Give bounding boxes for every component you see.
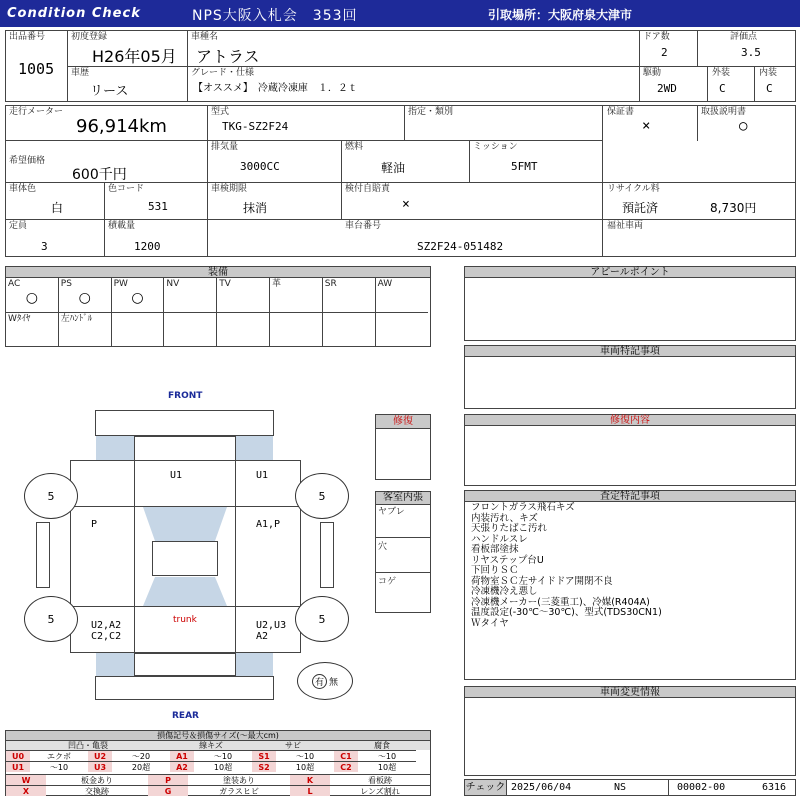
tire-front-right: 5: [295, 473, 349, 519]
color-label: 車体色: [9, 184, 37, 194]
damage-front-center: U1: [170, 470, 183, 481]
drive-label: 駆動: [643, 68, 662, 78]
rear-bumper-right: [235, 653, 273, 676]
legend-desc: 10超: [194, 761, 252, 772]
score: 3.5: [741, 46, 761, 59]
legend-desc: 10超: [358, 761, 416, 772]
legend-code: U3: [88, 761, 112, 772]
color-code-label: 色コード: [108, 184, 145, 194]
legend-code: C1: [334, 750, 358, 761]
recycle-status: 預託済: [622, 201, 659, 215]
car-name-label: 車種名: [191, 32, 219, 42]
tire-rear-left: 5: [24, 596, 78, 642]
load-capacity: 1200: [134, 240, 161, 253]
legend-mark: W: [6, 774, 46, 785]
first-reg: H26年05月: [92, 47, 177, 66]
front-bumper-right: [235, 436, 273, 460]
mission: 5FMT: [511, 160, 538, 173]
legend-desc: エクボ: [30, 750, 88, 761]
inspection-note: ハンドルスレ: [471, 533, 528, 545]
inspection-note: リヤステップ台U: [471, 554, 544, 566]
spare-yes: 有: [312, 674, 327, 689]
equipment-cell: [323, 312, 376, 346]
model-label: 型式: [211, 107, 230, 117]
int-grade: C: [766, 82, 773, 95]
car-name: アトラス: [196, 47, 260, 66]
damage-rear-left-2: C2,C2: [91, 631, 122, 642]
legend-code: U0: [6, 750, 30, 761]
color: 白: [51, 201, 64, 215]
legend-desc: 〜10: [276, 750, 334, 761]
inspection-note: 温度設定(-30℃〜30℃)、型式(TDS30CN1): [471, 607, 662, 618]
equipment-cell: [217, 312, 270, 346]
legend-desc: 〜20: [112, 750, 170, 761]
equipment-cell: [270, 312, 323, 346]
inspection-note: フロントガラス飛石キズ: [471, 502, 575, 513]
first-reg-label: 初度登録: [71, 32, 108, 42]
door-label: ドア数: [643, 32, 670, 42]
legend-mark-desc: ガラスヒビ: [188, 785, 290, 796]
legend-code: S2: [252, 761, 276, 772]
equipment-cell: [217, 278, 270, 312]
int-label: 内装: [759, 68, 778, 78]
inspection-note: 冷凍機メーカー(三菱重工)、冷媒(R404A): [471, 596, 650, 608]
recycle-fee: 8,730円: [710, 201, 757, 215]
rear-bumper-left: [96, 653, 134, 676]
legend-mark-desc: 塗装あり: [188, 774, 290, 785]
front-bumper: [95, 410, 274, 436]
spare-no: 無: [329, 677, 339, 688]
equipment-key: Wﾀｲﾔ: [8, 314, 31, 324]
legend-desc: 20超: [112, 761, 170, 772]
grade-label: グレード・仕様: [191, 68, 255, 78]
inspection-notes-list: [471, 503, 662, 629]
damage-rear-right-2: A2: [256, 631, 269, 642]
inspection-note: 冷凍機冷え悪し: [471, 586, 538, 597]
tire-rear-right: 5: [295, 596, 349, 642]
manual: ○: [739, 118, 748, 134]
fuel: 軽油: [381, 161, 406, 175]
damage-front-right: U1: [256, 470, 269, 481]
inspection-note: 荷物室ＳＣ左サイドドア開閉不良: [471, 575, 613, 587]
equipment-value: ○: [131, 290, 144, 306]
cabin-interior-label: 客室内張: [376, 492, 430, 505]
price: 600千円: [72, 167, 127, 183]
price-label: 希望価格: [9, 156, 46, 166]
check-date: 2025/06/04: [511, 782, 572, 793]
inspection-expiry-label: 車検期限: [211, 184, 248, 194]
legend-code: A1: [170, 750, 194, 761]
rear-body: [134, 653, 236, 676]
check-label: チェック: [465, 782, 506, 793]
inspector: NS: [614, 782, 627, 793]
manual-label: 取扱説明書: [701, 107, 747, 117]
damage-rear-right-1: U2,U3: [256, 620, 287, 631]
cabin-burn: コゲ: [378, 577, 397, 587]
equipment-key: 左ﾊﾝﾄﾞﾙ: [60, 314, 93, 324]
legend-mark: K: [290, 774, 330, 785]
fuel-label: 燃料: [345, 142, 364, 152]
equipment-key: AC: [8, 279, 21, 289]
door-count: 2: [661, 46, 668, 59]
warranty: ×: [642, 118, 651, 134]
repair-detail-label: 修復内容: [465, 415, 795, 426]
ext-label: 外装: [712, 68, 731, 78]
drive: 2WD: [657, 82, 677, 95]
front-body: [134, 436, 236, 461]
tire-front-left: 5: [24, 473, 78, 519]
mission-label: ミッション: [473, 142, 518, 152]
equipment-cell: [164, 278, 217, 312]
left-mirror: [36, 522, 50, 588]
equipment-cell: [164, 312, 217, 346]
equipment-cell: [270, 278, 323, 312]
equipment-cell: [59, 278, 112, 312]
ext-grade: C: [719, 82, 726, 95]
legend-desc: 〜10: [30, 761, 88, 772]
legend-title: 損傷記号＆損傷サイズ(〜最大cm): [6, 731, 430, 740]
equipment-cell: [6, 312, 59, 346]
equipment-value: ○: [78, 290, 91, 306]
inspection-notes-label: 査定特記事項: [465, 491, 795, 502]
equipment-title: 装備: [6, 267, 430, 278]
legend-group-header: 凹凸・亀裂: [6, 740, 170, 750]
appeal-label: アピールポイント: [465, 267, 795, 278]
odometer: 96,914km: [76, 116, 167, 137]
legend-desc: 〜10: [358, 750, 416, 761]
insurance: ×: [402, 197, 410, 212]
equipment-key: AW: [377, 279, 393, 289]
equipment-cell: [112, 278, 165, 312]
recycle-label: リサイクル料: [607, 184, 660, 194]
equipment-value: ○: [25, 290, 38, 306]
capacity: 3: [41, 240, 48, 253]
lot-number: 1005: [18, 60, 55, 78]
vehicle-changes-box: [464, 686, 796, 776]
inspection-note: 天張りたばこ汚れ: [471, 523, 548, 534]
history-label: 車歴: [71, 68, 90, 78]
legend-code: C2: [334, 761, 358, 772]
legend-group-header: 腐食: [334, 740, 430, 750]
cabin-roof: [152, 541, 218, 576]
odometer-label: 走行メーター: [9, 107, 64, 117]
legend-code: S1: [252, 750, 276, 761]
history: リース: [90, 84, 129, 99]
equipment-key: NV: [166, 279, 180, 289]
inspection-note: 看板部塗抹: [471, 544, 519, 555]
vehicle-changes-label: 車両変更情報: [465, 687, 795, 698]
cabin-hole: 穴: [378, 542, 388, 552]
special-notes-label: 車両特記事項: [465, 346, 795, 357]
spare-tire: [297, 662, 353, 700]
auction-title: NPS大阪入札会 353回: [192, 8, 358, 24]
rear-label: REAR: [172, 711, 199, 721]
inspection-note: Ｗタイヤ: [471, 617, 509, 629]
score-label: 評価点: [730, 32, 758, 42]
doc-code: 6316: [762, 782, 787, 793]
legend-desc: 10超: [276, 761, 334, 772]
equipment-key: PS: [60, 279, 72, 289]
legend-code: U1: [6, 761, 30, 772]
legend-group-header: サビ: [252, 740, 334, 750]
displacement-label: 排気量: [211, 142, 239, 152]
insurance-label: 検付自賠責: [345, 184, 391, 194]
cabin-tear: ヤブレ: [378, 507, 405, 517]
inspection-note: 下回りＳＣ: [471, 565, 519, 576]
damage-left-door: P: [91, 519, 98, 530]
pickup-location: 引取場所：大阪府泉大津市: [488, 8, 633, 22]
welfare-label: 福祉車両: [607, 221, 644, 231]
equipment-cell: [323, 278, 376, 312]
right-mirror: [320, 522, 334, 588]
front-label: FRONT: [168, 391, 203, 401]
legend-mark: P: [148, 774, 188, 785]
color-code: 531: [148, 200, 168, 213]
inspection-expiry: 抹消: [243, 201, 268, 215]
warranty-label: 保証書: [607, 107, 635, 117]
legend-desc: 〜10: [194, 750, 252, 761]
legend-mark-desc: 交換跡: [46, 785, 148, 796]
brand-title: Condition Check: [7, 6, 141, 21]
repair-label: 修復: [376, 415, 430, 429]
equipment-cell: [376, 312, 429, 346]
equipment-key: SR: [324, 279, 337, 289]
legend-mark-desc: 看板跡: [330, 774, 430, 785]
trunk-label: trunk: [173, 615, 197, 625]
equipment-cell: [376, 278, 429, 312]
equipment-cell: [59, 312, 112, 346]
damage-rear-left-1: U2,A2: [91, 620, 122, 631]
legend-code: U2: [88, 750, 112, 761]
chassis-label: 車台番号: [345, 221, 382, 231]
displacement: 3000CC: [240, 160, 280, 173]
legend-mark-desc: 板金あり: [46, 774, 148, 785]
rear-bumper: [95, 676, 274, 700]
equipment-cell: [112, 312, 165, 346]
equipment-key: 革: [272, 279, 282, 289]
damage-right-door: A1,P: [256, 519, 281, 530]
capacity-label: 定員: [9, 221, 28, 231]
lot-label: 出品番号: [9, 32, 46, 42]
legend-code: A2: [170, 761, 194, 772]
equipment-key: TV: [219, 279, 231, 289]
chassis-number: SZ2F24-051482: [417, 240, 504, 253]
legend-mark: L: [290, 785, 330, 796]
equipment-key: PW: [113, 279, 128, 289]
legend-mark-desc: レンズ割れ: [330, 785, 430, 796]
legend-group-header: 線キズ: [170, 740, 252, 750]
legend-mark: G: [148, 785, 188, 796]
legend-mark: X: [6, 785, 46, 796]
equipment-cell: [6, 278, 59, 312]
doc-number: 00002-00: [677, 782, 726, 793]
front-bumper-left: [96, 436, 134, 460]
designation-label: 指定・類別: [408, 107, 454, 117]
model: TKG-SZ2F24: [222, 120, 289, 133]
grade: 【オススメ】 冷蔵冷凍庫 １．２ｔ: [193, 83, 358, 94]
load-label: 積載量: [108, 221, 136, 231]
inspection-note: 内装汚れ、キズ: [471, 512, 538, 524]
